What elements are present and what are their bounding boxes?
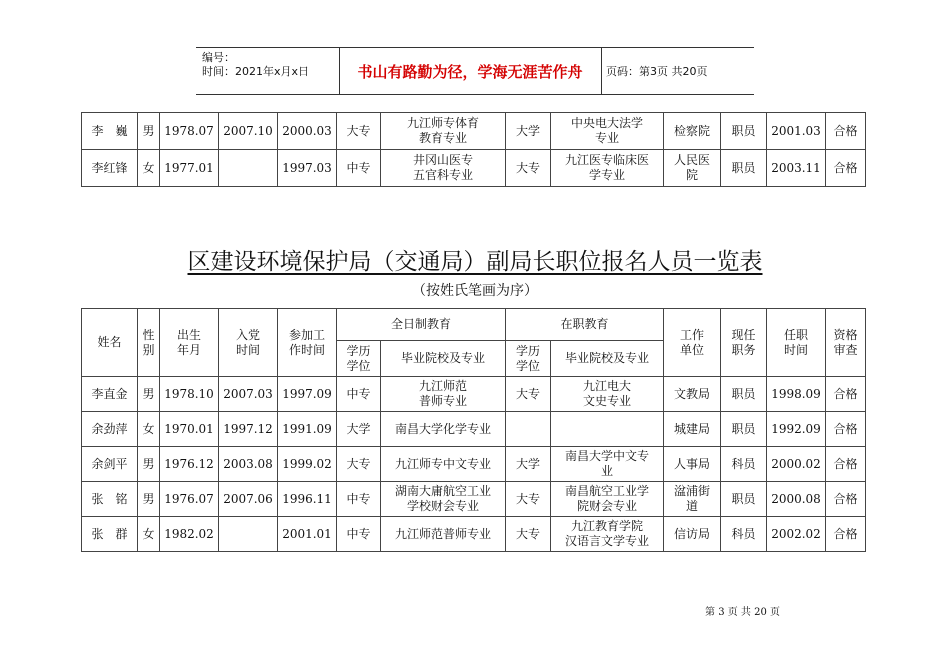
- cell-fulltime-degree: 大专: [337, 447, 381, 482]
- cell-inservice-school: 九江医专临床医 学专业: [551, 150, 664, 187]
- cell-inservice-school: 南昌大学中文专 业: [551, 447, 664, 482]
- cell-name: 李 巍: [82, 113, 138, 150]
- cell-gender: 男: [138, 377, 160, 412]
- cell-tenure: 2000.08: [767, 482, 826, 517]
- cell-qualification: 合格: [826, 482, 866, 517]
- cell-fulltime-degree: 中专: [337, 517, 381, 552]
- cell-gender: 女: [138, 412, 160, 447]
- cell-birth: 1982.02: [160, 517, 219, 552]
- cell-party: 2003.08: [219, 447, 278, 482]
- header-fulltime-school: 毕业院校及专业: [381, 341, 506, 377]
- cell-fulltime-degree: 中专: [337, 482, 381, 517]
- table-row: [82, 377, 866, 412]
- cell-gender: 男: [138, 447, 160, 482]
- cell-work-start: 2000.03: [278, 113, 337, 150]
- cell-gender: 男: [138, 113, 160, 150]
- cell-name: 张 群: [82, 517, 138, 552]
- cell-party: 2007.10: [219, 113, 278, 150]
- header-inservice-degree: 学历 学位: [506, 341, 551, 377]
- cell-party: 2007.06: [219, 482, 278, 517]
- cell-fulltime-school: 湖南大庸航空工业 学校财会专业: [381, 482, 506, 517]
- cell-fulltime-school: 井冈山医专 五官科专业: [381, 150, 506, 187]
- cell-name: 李红锋: [82, 150, 138, 187]
- page-label: 页码：第3页 共20页: [606, 65, 708, 78]
- table-row: [82, 412, 866, 447]
- cell-fulltime-degree: 大专: [337, 113, 381, 150]
- cell-name: 余剑平: [82, 447, 138, 482]
- cell-fulltime-degree: 中专: [337, 377, 381, 412]
- cell-position: 职员: [721, 412, 767, 447]
- cell-work-unit: 检察院: [664, 113, 721, 150]
- page-subtitle: （按姓氏笔画为序）: [412, 283, 538, 299]
- cell-inservice-degree: 大专: [506, 150, 551, 187]
- motto: 书山有路勤为径，学海无涯苦作舟: [339, 48, 602, 94]
- cell-birth: 1976.12: [160, 447, 219, 482]
- cell-tenure: 2000.02: [767, 447, 826, 482]
- time-label: 时间：2021年x月x日: [202, 65, 310, 78]
- cell-inservice-degree: 大学: [506, 113, 551, 150]
- cell-party: [219, 517, 278, 552]
- cell-gender: 女: [138, 150, 160, 187]
- cell-inservice-degree: 大专: [506, 482, 551, 517]
- table-row: [82, 113, 866, 150]
- cell-inservice-degree: 大专: [506, 517, 551, 552]
- cell-qualification: 合格: [826, 447, 866, 482]
- cell-inservice-school: 九江教育学院 汉语言文学专业: [551, 517, 664, 552]
- cell-inservice-school: 南昌航空工业学 院财会专业: [551, 482, 664, 517]
- table-row: [82, 150, 866, 187]
- cell-tenure: 1992.09: [767, 412, 826, 447]
- cell-inservice-degree: 大专: [506, 377, 551, 412]
- cell-inservice-degree: 大学: [506, 447, 551, 482]
- cell-name: 张 铭: [82, 482, 138, 517]
- table-row: [82, 482, 866, 517]
- cell-birth: 1970.01: [160, 412, 219, 447]
- table-continued: [81, 112, 866, 187]
- cell-party: 1997.12: [219, 412, 278, 447]
- cell-birth: 1976.07: [160, 482, 219, 517]
- header-position: 现任 职务: [721, 309, 767, 377]
- page-footer: 第 3 页 共 20 页: [705, 607, 780, 618]
- page-title: 区建设环境保护局（交通局）副局长职位报名人员一览表: [187, 249, 763, 275]
- cell-inservice-school: [551, 412, 664, 447]
- header-gender: 性 别: [138, 309, 160, 377]
- cell-qualification: 合格: [826, 150, 866, 187]
- cell-position: 科员: [721, 447, 767, 482]
- cell-work-unit: 城建局: [664, 412, 721, 447]
- cell-inservice-school: 中央电大法学 专业: [551, 113, 664, 150]
- cell-party: 2007.03: [219, 377, 278, 412]
- cell-work-start: 1997.09: [278, 377, 337, 412]
- cell-fulltime-school: 九江师专体育 教育专业: [381, 113, 506, 150]
- cell-work-start: 1997.03: [278, 150, 337, 187]
- cell-qualification: 合格: [826, 517, 866, 552]
- cell-work-start: 1991.09: [278, 412, 337, 447]
- cell-tenure: 2002.02: [767, 517, 826, 552]
- header-name: 姓名: [82, 309, 138, 377]
- table-row: [82, 447, 866, 482]
- cell-tenure: 2001.03: [767, 113, 826, 150]
- cell-position: 职员: [721, 482, 767, 517]
- cell-fulltime-school: 九江师范 普师专业: [381, 377, 506, 412]
- cell-party: [219, 150, 278, 187]
- cell-fulltime-school: 九江师专中文专业: [381, 447, 506, 482]
- table-row: [82, 517, 866, 552]
- page-header: [196, 47, 754, 95]
- cell-qualification: 合格: [826, 113, 866, 150]
- header-qualification: 资格 审查: [826, 309, 866, 377]
- cell-qualification: 合格: [826, 377, 866, 412]
- cell-position: 职员: [721, 377, 767, 412]
- cell-work-unit: 人事局: [664, 447, 721, 482]
- header-fulltime-degree: 学历 学位: [337, 341, 381, 377]
- cell-fulltime-school: 九江师范普师专业: [381, 517, 506, 552]
- candidate-table: [81, 308, 866, 552]
- cell-work-start: 2001.01: [278, 517, 337, 552]
- header-birth: 出生 年月: [160, 309, 219, 377]
- cell-work-unit: 湓浦街 道: [664, 482, 721, 517]
- cell-name: 李直金: [82, 377, 138, 412]
- serial-label: 编号：: [202, 51, 235, 64]
- cell-qualification: 合格: [826, 412, 866, 447]
- cell-position: 职员: [721, 113, 767, 150]
- cell-fulltime-degree: 大学: [337, 412, 381, 447]
- cell-gender: 男: [138, 482, 160, 517]
- cell-name: 余劲萍: [82, 412, 138, 447]
- cell-work-unit: 人民医 院: [664, 150, 721, 187]
- cell-work-start: 1999.02: [278, 447, 337, 482]
- cell-inservice-degree: [506, 412, 551, 447]
- header-tenure: 任职 时间: [767, 309, 826, 377]
- cell-gender: 女: [138, 517, 160, 552]
- header-fulltime-edu: 全日制教育: [337, 309, 506, 341]
- cell-position: 科员: [721, 517, 767, 552]
- header-meta: [196, 48, 340, 94]
- header-work-start: 参加工 作时间: [278, 309, 337, 377]
- cell-position: 职员: [721, 150, 767, 187]
- cell-inservice-school: 九江电大 文史专业: [551, 377, 664, 412]
- cell-tenure: 1998.09: [767, 377, 826, 412]
- cell-tenure: 2003.11: [767, 150, 826, 187]
- header-inservice-school: 毕业院校及专业: [551, 341, 664, 377]
- cell-work-unit: 信访局: [664, 517, 721, 552]
- cell-work-start: 1996.11: [278, 482, 337, 517]
- cell-birth: 1978.10: [160, 377, 219, 412]
- header-party: 入党 时间: [219, 309, 278, 377]
- header-inservice-edu: 在职教育: [506, 309, 664, 341]
- cell-fulltime-degree: 中专: [337, 150, 381, 187]
- cell-work-unit: 文教局: [664, 377, 721, 412]
- cell-birth: 1978.07: [160, 113, 219, 150]
- header-work-unit: 工作 单位: [664, 309, 721, 377]
- cell-birth: 1977.01: [160, 150, 219, 187]
- cell-fulltime-school: 南昌大学化学专业: [381, 412, 506, 447]
